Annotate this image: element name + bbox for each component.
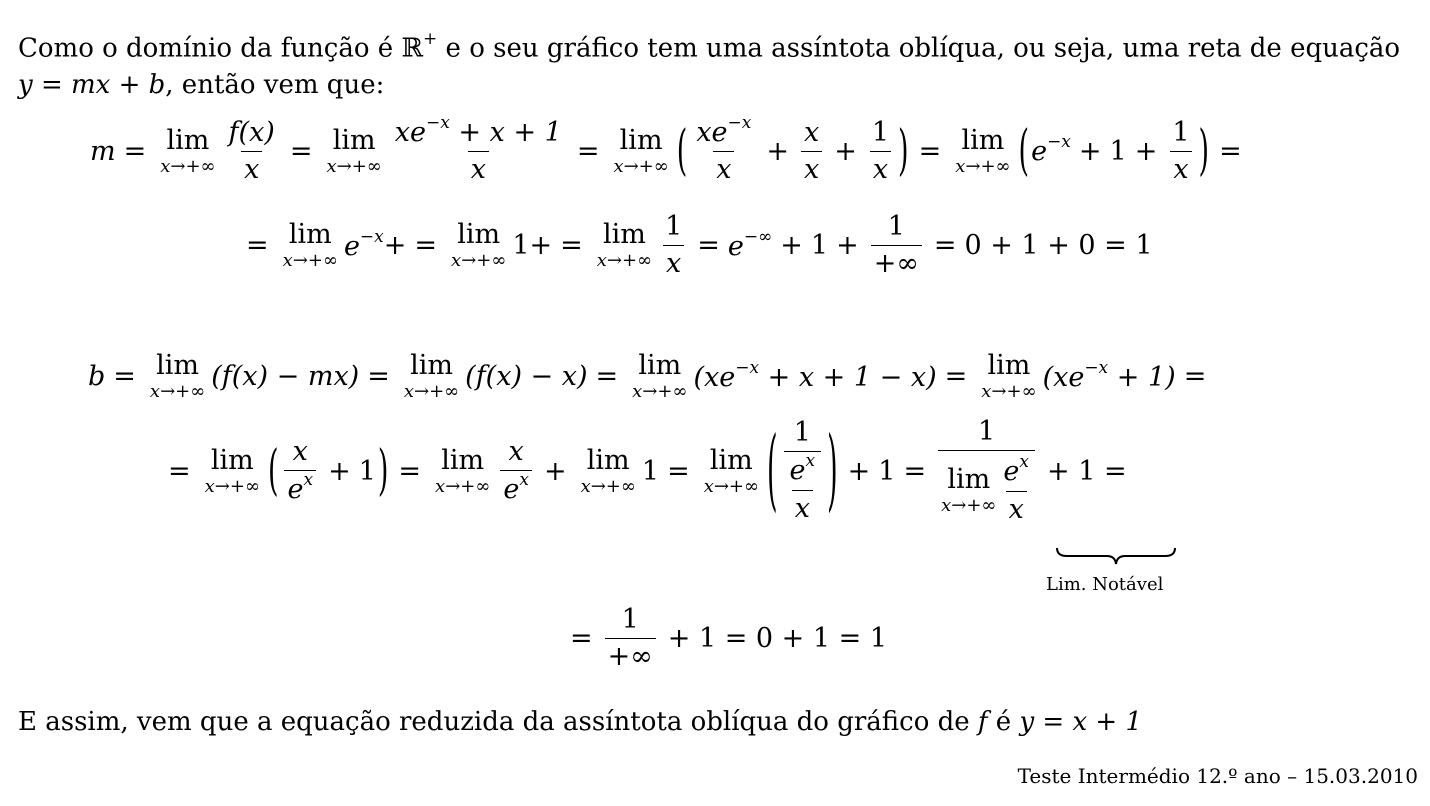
compound-fraction: $\frac{1}{\frac{e^x}{x}}$ [784, 419, 822, 523]
equals: = [123, 135, 147, 167]
b-derivation-line-1: b = lim x→+∞ (f(x) − mx) = lim x→+∞ (f(x) − x) = lim x→+∞ $(xe^{-x} + x + 1 - x)$ = lim x→+∞ $(xe^{-x} + 1)$ = [88, 350, 1207, 402]
limit-operator: lim x→+∞ [955, 124, 1011, 177]
limit-operator: lim x→+∞ [326, 124, 382, 177]
b-symbol: b [88, 361, 106, 392]
conclusion: E assim, vem que a equação reduzida da assíntota oblíqua do gráfico de f é y = x + 1 [18, 707, 1142, 737]
intro-line-2 [18, 72, 384, 98]
m-result: 0 + 1 + 0 = 1 [964, 230, 1153, 262]
limit-operator: lim x→+∞ [596, 219, 653, 272]
limit-operator: lim x→+∞ [451, 219, 507, 272]
limit-operator: lim x→+∞ [435, 444, 491, 497]
limit-operator: lim x→+∞ [981, 350, 1037, 402]
asymptote-general-equation: y = mx + b [18, 70, 166, 100]
fraction-sum-over-x: $\frac{xe^{-x} + x + 1}{x}$ [394, 113, 562, 186]
intro-text-b: e o seu gráfico tem uma assíntota oblíqua, ou seja, uma reta de equação [437, 33, 1401, 64]
limit-operator: lim x→+∞ [613, 124, 669, 177]
notable-limit-fraction: 1 lim x→+∞ $\frac{e^x}{x}$ [938, 418, 1035, 524]
b-result: + 1 = 0 + 1 = 1 [667, 623, 888, 655]
limit-operator: lim x→+∞ [703, 444, 759, 497]
b-derivation-line-3: = $\frac{1}{+\infty}$ + 1 = 0 + 1 = 1 [570, 604, 888, 673]
limit-operator: lim x→+∞ [149, 350, 206, 402]
fraction-fx-over-x: $\frac{f(x)}{x}$ [228, 116, 275, 185]
limit-operator: lim x→+∞ [403, 350, 460, 402]
real-set-symbol: ℝ [401, 33, 424, 64]
limit-operator: lim x→+∞ [204, 444, 260, 497]
limit-operator: lim x→+∞ [282, 219, 338, 272]
function-name: f [977, 707, 988, 737]
limit-operator: lim x→+∞ [632, 350, 688, 402]
intro-text-c: , então vem que: [165, 70, 385, 100]
real-set-sup: + [423, 29, 438, 49]
conclusion-text: E assim, vem que a equação reduzida da assíntota oblíqua do gráfico de [18, 707, 978, 737]
notable-limit-label: Lim. Notável [1046, 574, 1164, 595]
asymptote-equation: y = x + 1 [1019, 707, 1142, 737]
m-derivation-line-2: = lim x→+∞ $e^{-x}$ + = lim x→+∞ 1 + = lim x→+∞ $\frac{1}{x}$ = e−∞ + 1 + $\frac{1}{+\infty}$ = 0 + 1 + 0 = 1 [246, 211, 1153, 280]
limit-operator: lim x→+∞ [160, 124, 216, 177]
intro-text-a: Como o domínio da função é [18, 33, 402, 64]
m-symbol: m [90, 135, 116, 167]
b-derivation-line-2: = lim x→+∞ ( $\frac{x}{e^x}$ + 1 ) = lim x→+∞ $\frac{x}{e^x}$ + lim x→+∞ 1 = lim x→+∞ ( $\frac{1}{\frac{e^x}{x}}$ ) + 1 = 1 lim x→+∞ $\frac{e^x}{x}$ + 1 = [168, 416, 1127, 525]
source-footer: Teste Intermédio 12.º ano – 15.03.2010 [1017, 764, 1418, 788]
underbrace [1055, 546, 1177, 568]
m-derivation-line-1: m = lim x→+∞ $\frac{f(x)}{x}$ = lim x→+∞ $\frac{xe^{-x} + x + 1}{x}$ = lim x→+∞ ( $\frac{xe^{-x}}{x}$ + $\frac{x}{x}$ + $\frac{1}{x}$ ) = lim x→+∞ ( $e^{-x}$ + 1 + $\frac{1}{x}$ ) = [90, 113, 1242, 186]
intro-line-1 [18, 29, 1401, 64]
limit-operator: lim x→+∞ [580, 444, 636, 497]
